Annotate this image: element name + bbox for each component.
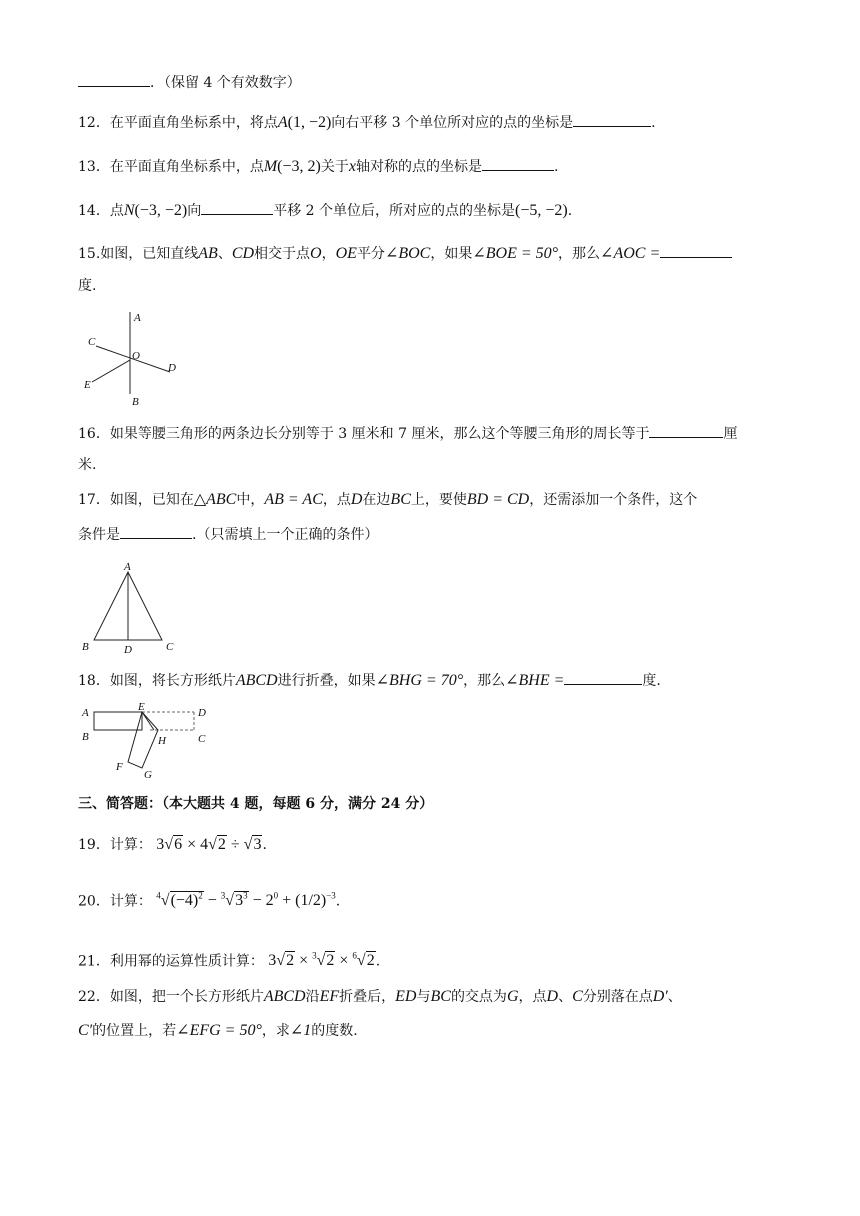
label-o: O: [132, 350, 140, 362]
answer-blank[interactable]: [660, 243, 732, 258]
label-e: E: [84, 379, 91, 391]
question-15: 15.如图，已知直线AB、CD相交于点O，OE平分∠BOC，如果∠BOE = 50°，那么∠AOC =: [78, 243, 732, 264]
question-16: 16．如果等腰三角形的两条边长分别等于 3 厘米和 7 厘米，那么这个等腰三角形的周长等于 厘: [78, 423, 737, 444]
answer-blank[interactable]: [78, 72, 150, 87]
fold-line-eh: [142, 712, 154, 730]
answer-blank[interactable]: [649, 423, 723, 438]
figure-intersecting-lines: [78, 310, 188, 408]
label-c: C: [166, 641, 174, 653]
expression-21: 3√2 × $^3$√2 × $^6$√2: [268, 951, 375, 970]
expression-19: 3√6 × 4√2 ÷ √3: [156, 836, 262, 853]
expression-20: $^4√(-4)^2 - ^3√3^3 - 2^0 + (1/2)^{-3}$: [156, 891, 336, 910]
section-3-heading: 三、简答题：（本大题共 4 题，每题 6 分，满分 24 分）: [78, 796, 434, 812]
label-d: D: [124, 644, 132, 656]
label-a: A: [124, 561, 131, 573]
answer-blank[interactable]: [482, 156, 554, 171]
label-c: C: [198, 733, 206, 745]
figure-folded-rectangle: [78, 700, 218, 784]
label-c: C: [88, 336, 96, 348]
question-18: 18．如图，将长方形纸片ABCD进行折叠，如果∠BHG = 70°，那么∠BHE = 度.: [78, 672, 661, 689]
question-17: 17．如图，已知在△ABC中，AB = AC，点D在边BC上，要使BD = CD，还需添加一个条件，这个: [78, 491, 698, 508]
label-d: D: [168, 362, 176, 374]
answer-blank[interactable]: [564, 670, 642, 685]
question-21: 21．利用幂的运算性质计算： 3√2 × $^3$√2 × $^6$√2.: [78, 951, 381, 970]
question-20: 20．计算： $^4√(-4)^2 - ^3√3^3 - 2^0 + (1/2)^{-3}$.: [78, 891, 341, 910]
label-a: A: [82, 707, 89, 719]
label-e: E: [138, 701, 145, 713]
folded-flap: [128, 712, 158, 768]
question-19: 19．计算： 3√6 × 4√2 ÷ √3.: [78, 836, 267, 853]
label-f: F: [116, 761, 123, 773]
label-b: B: [82, 731, 89, 743]
label-a: A: [134, 312, 141, 324]
label-h: H: [158, 735, 166, 747]
question-16-line2: 米.: [78, 457, 97, 473]
rect-left-part: [94, 712, 142, 730]
question-22-line2: C′的位置上，若∠EFG = 50°，求∠1的度数.: [78, 1022, 358, 1039]
answer-blank[interactable]: [573, 112, 651, 127]
question-13: 13．在平面直角坐标系中，点M(−3, 2)关于x轴对称的点的坐标是 .: [78, 158, 559, 175]
label-g: G: [144, 769, 152, 781]
label-b: B: [82, 641, 89, 653]
question-22: 22．如图，把一个长方形纸片ABCD沿EF折叠后，ED与BC的交点为G，点D、C分别落在点D′、: [78, 988, 682, 1005]
question-17-line2: 条件是 .（只需填上一个正确的条件）: [78, 524, 378, 545]
answer-blank[interactable]: [201, 200, 273, 215]
label-d: D: [198, 707, 206, 719]
question-15-line2: 度.: [78, 278, 97, 294]
label-b: B: [132, 396, 139, 408]
question-12: 12．在平面直角坐标系中，将点A(1, −2)向右平移 3 个单位所对应的点的坐标是 .: [78, 114, 656, 131]
q11-tail: ．（保留 4 个有效数字）: [78, 72, 301, 93]
answer-blank[interactable]: [120, 524, 192, 539]
figure-isosceles-triangle: [78, 560, 188, 656]
ray-oe: [92, 360, 130, 382]
question-14: 14．点N(−3, −2)向 平移 2 个单位后，所对应的点的坐标是(−5, −2).: [78, 202, 573, 219]
